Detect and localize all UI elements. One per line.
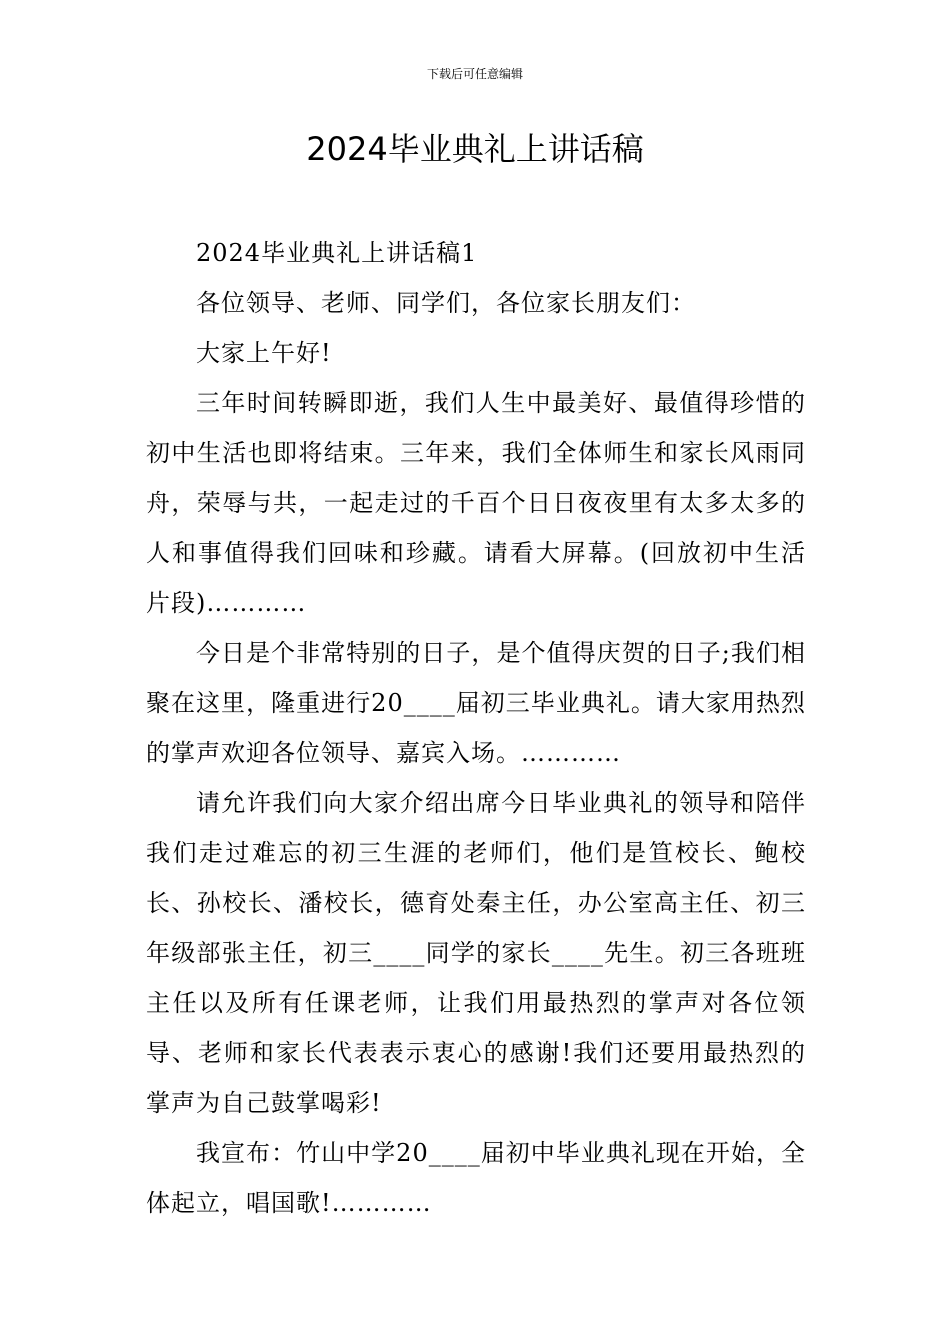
salutation-paragraph: 各位领导、老师、同学们，各位家长朋友们： xyxy=(196,289,696,317)
body-paragraph: 今日是个非常特别的日子，是个值得庆贺的日子;我们相聚在这里，隆重进行20____届初三毕业典礼。请大家用热烈的掌声欢迎各位领导、嘉宾入场。………… xyxy=(146,639,806,767)
document-body xyxy=(146,228,806,1228)
greeting-paragraph: 大家上午好! xyxy=(196,339,332,367)
header-note: 下载后可任意编辑 xyxy=(426,67,523,81)
body-paragraph: 请允许我们向大家介绍出席今日毕业典礼的领导和陪伴我们走过难忘的初三生涯的老师们，他们是笪校长、鲍校长、孙校长、潘校长，德育处秦主任，办公室高主任、初三年级部张主任，初三____同学的家长____先生。初三各班班主任以及所有任课老师，让我们用最热烈的掌声对各位领导、老师和家长代表表示衷心的感谢!我们还要用最热烈的掌声为自己鼓掌喝彩! xyxy=(146,789,806,1117)
body-paragraph: 三年时间转瞬即逝，我们人生中最美好、最值得珍惜的初中生活也即将结束。三年来，我们全体师生和家长风雨同舟，荣辱与共，一起走过的千百个日日夜夜里有太多太多的人和事值得我们回味和珍藏。请看大屏幕。(回放初中生活片段)………… xyxy=(146,389,806,617)
document-title: 2024毕业典礼上讲话稿 xyxy=(306,130,644,168)
subtitle-paragraph: 2024毕业典礼上讲话稿1 xyxy=(196,239,478,267)
body-paragraph: 我宣布：竹山中学20____届初中毕业典礼现在开始，全体起立，唱国歌!………… xyxy=(146,1139,806,1217)
